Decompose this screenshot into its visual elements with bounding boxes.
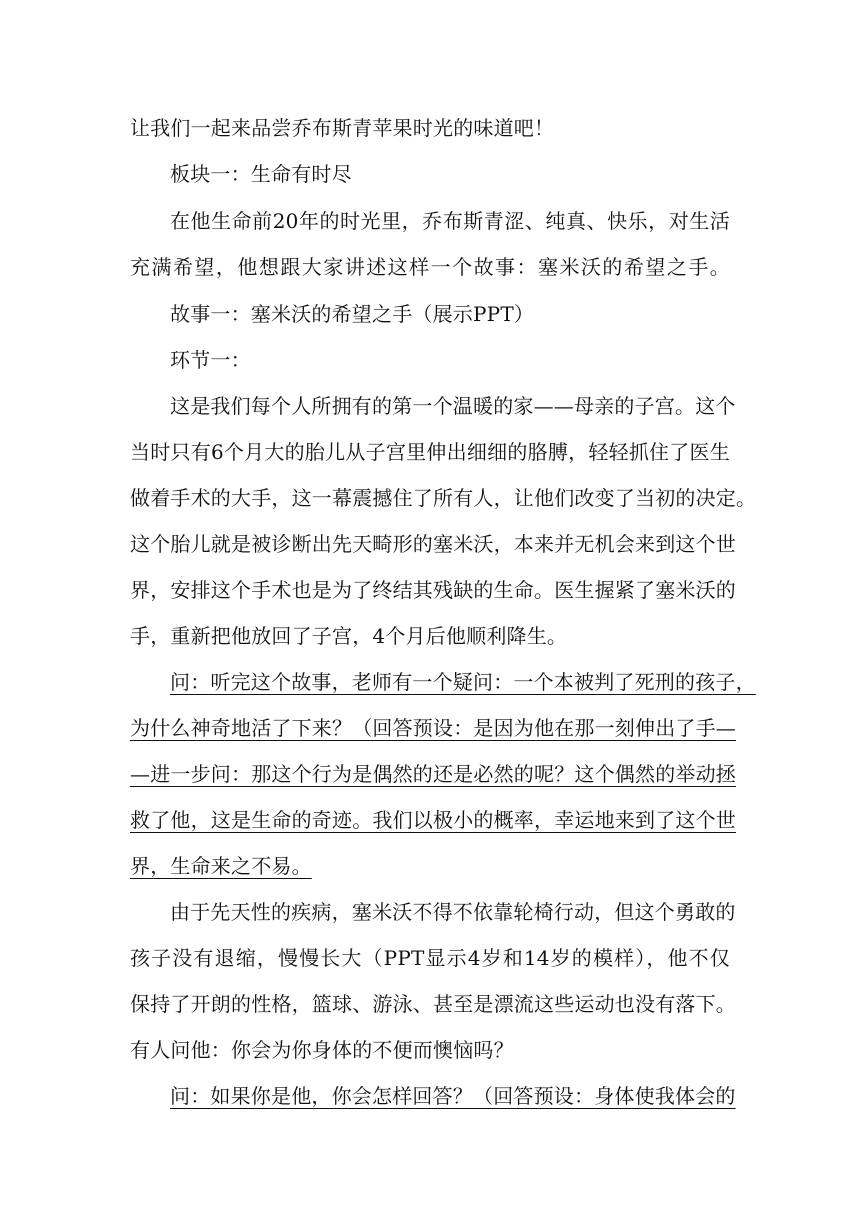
question-line: 救了他，这是生命的奇迹。我们以极小的概率，幸运地来到了这个世 xyxy=(130,808,736,832)
paragraph-line: 由于先天性的疾病，塞米沃不得不依靠轮椅行动，但这个勇敢的 xyxy=(170,900,736,924)
step-heading: 环节一： xyxy=(170,348,251,372)
paragraph-line: 保持了开朗的性格，篮球、游泳、甚至是漂流这些运动也没有落下。 xyxy=(130,992,736,1016)
paragraph-line: 做着手术的大手，这一幕震撼住了所有人，让他们改变了当初的决定。 xyxy=(130,486,757,510)
paragraph-line: 充满希望，他想跟大家讲述这样一个故事：塞米沃的希望之手。 xyxy=(130,255,730,279)
paragraph-line: 当时只有6个月大的胎儿从子宫里伸出细细的胳膊，轻轻抓住了医生 xyxy=(130,440,730,464)
question-line: 问：听完这个故事，老师有一个疑问：一个本被判了死刑的孩子， xyxy=(170,670,756,694)
question-line: 问：如果你是他，你会怎样回答？（回答预设：身体使我体会的 xyxy=(170,1084,736,1108)
paragraph-line: 手，重新把他放回了子宫，4个月后他顺利降生。 xyxy=(130,624,568,648)
paragraph-line: 有人问他：你会为你身体的不便而懊恼吗？ xyxy=(130,1038,514,1062)
paragraph-intro: 让我们一起来品尝乔布斯青苹果时光的味道吧！ xyxy=(130,116,555,140)
paragraph-line: 这个胎儿就是被诊断出先天畸形的塞米沃，本来并无机会来到这个世 xyxy=(130,532,736,556)
story-heading: 故事一：塞米沃的希望之手（展示PPT） xyxy=(170,302,535,326)
paragraph-line: 这是我们每个人所拥有的第一个温暖的家——母亲的子宫。这个 xyxy=(170,394,736,418)
question-line: —进一步问：那这个行为是偶然的还是必然的呢？这个偶然的举动拯 xyxy=(130,762,736,786)
question-line: 为什么神奇地活了下来？（回答预设：是因为他在那一刻伸出了手— xyxy=(130,716,736,740)
section-heading: 板块一：生命有时尽 xyxy=(170,162,352,186)
paragraph-line: 孩子没有退缩，慢慢长大（PPT显示4岁和14岁的模样），他不仅 xyxy=(130,946,730,970)
paragraph-line: 在他生命前20年的时光里，乔布斯青涩、纯真、快乐，对生活 xyxy=(170,209,730,233)
question-line: 界，生命来之不易。 xyxy=(130,854,312,878)
paragraph-line: 界，安排这个手术也是为了终结其残缺的生命。医生握紧了塞米沃的 xyxy=(130,578,736,602)
